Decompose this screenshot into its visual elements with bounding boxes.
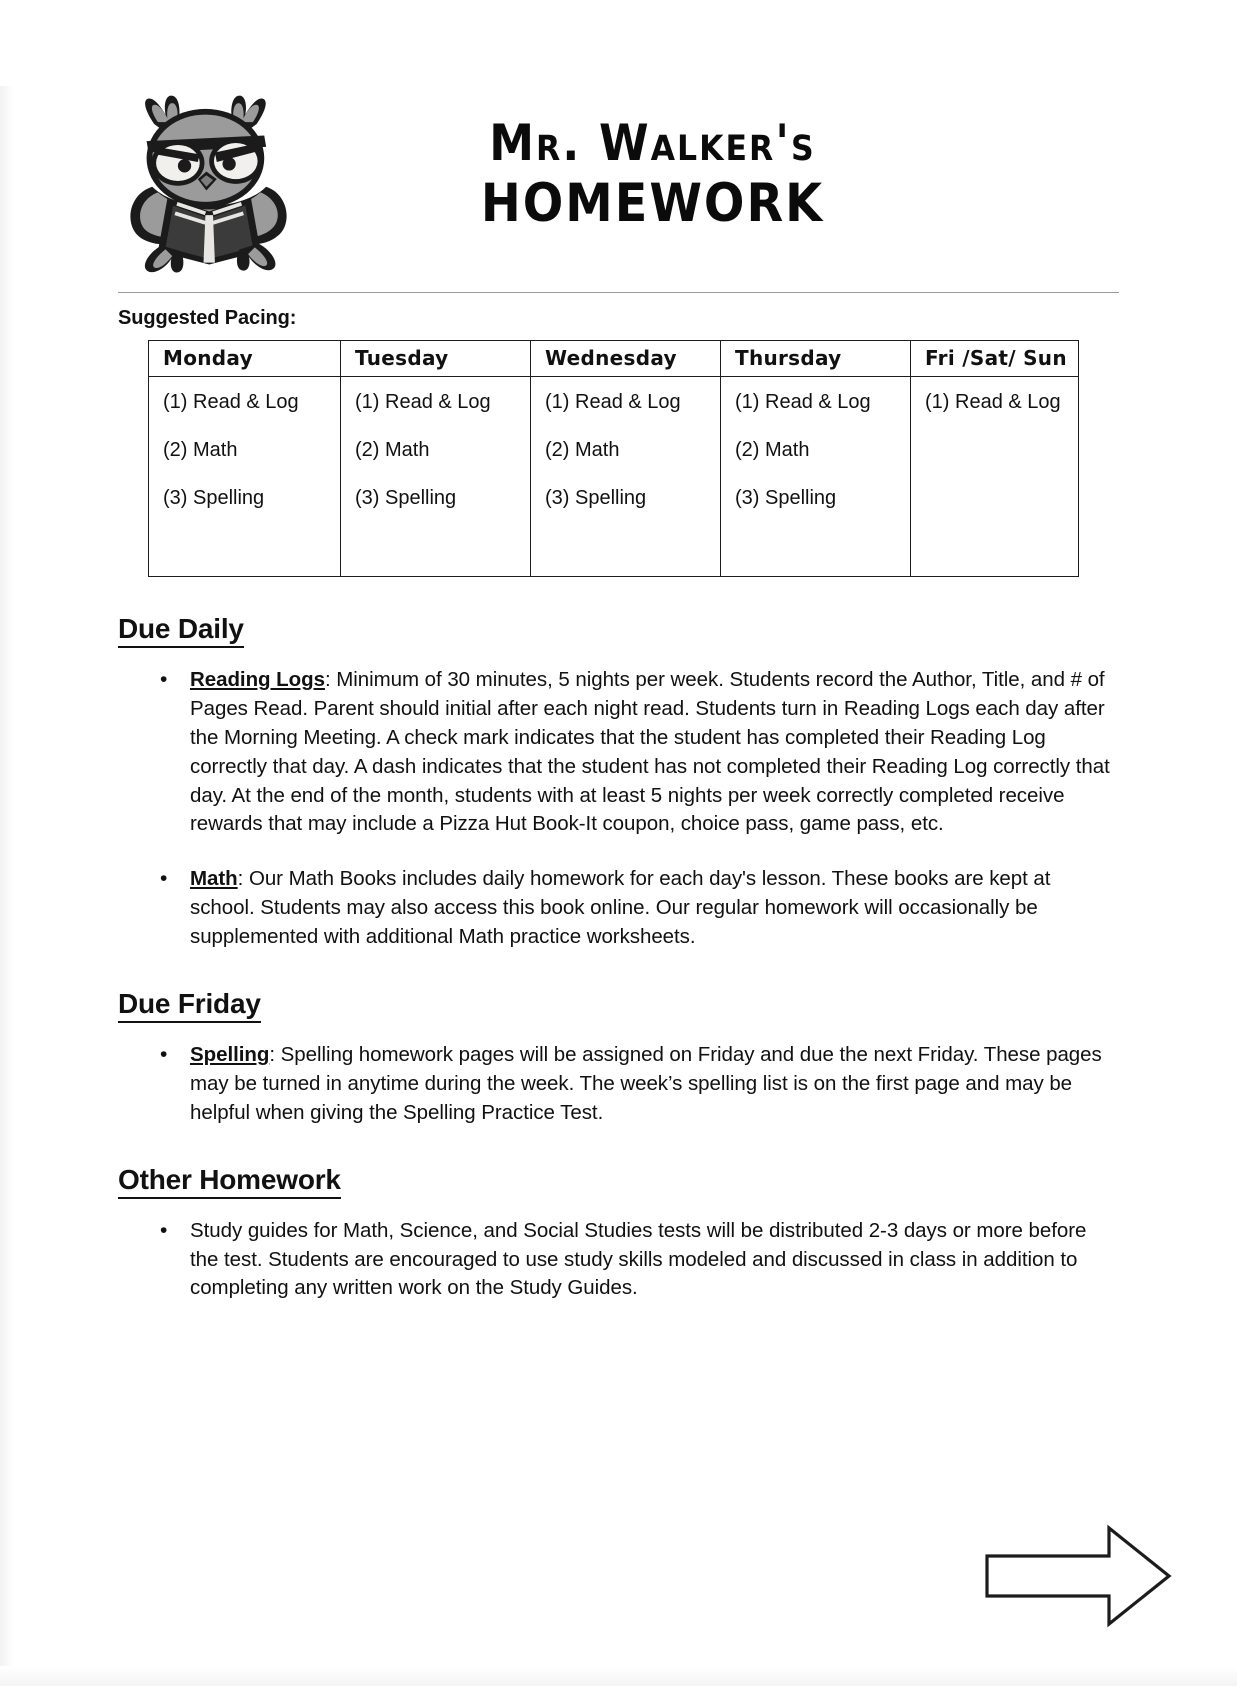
- cell-item: (1) Read & Log: [355, 391, 491, 413]
- section-due-friday: [118, 952, 1119, 1128]
- list-item: [118, 865, 1119, 952]
- list-item: [118, 1041, 1119, 1128]
- table-header-thursday: Thursday: [721, 341, 911, 377]
- section-other-homework: [118, 1128, 1119, 1304]
- due-friday-bullet-list: [118, 1041, 1119, 1128]
- cell-item: (2) Math: [545, 439, 620, 461]
- scan-edge-bottom: [0, 1666, 1237, 1686]
- list-item: [118, 666, 1119, 839]
- cell-item: (3) Spelling: [163, 487, 265, 509]
- document-page: [0, 86, 1237, 1686]
- cell-item: (1) Read & Log: [735, 391, 871, 413]
- bullet-lead-math: Math: [190, 867, 238, 891]
- reading-owl-icon: [118, 88, 308, 274]
- bullet-body: Minimum of 30 minutes, 5 nights per week. Students record the Author, Title, and # of Pages Read. Parent should initial after each night read. Students turn in Reading Logs each day after the Morning Meeting. A check mark indicates that the student has completed their Reading Log correctly that day. A dash indicates that the student has not completed their Reading Log correctly that day. At the end of the month, students with at least 5 nights per week correctly completed receive rewards that may include a Pizza Hut Book-It coupon, choice pass, game pass, etc.: [190, 668, 1110, 836]
- title-line-one: Mr. Walker's: [489, 114, 816, 172]
- title-line-two: HOMEWORK: [480, 173, 825, 234]
- bullet-separator: :: [269, 1043, 281, 1067]
- table-header-weekend: Fri /Sat/ Sun: [911, 341, 1079, 377]
- table-cell-tuesday: [341, 377, 531, 577]
- table-cell-wednesday: [531, 377, 721, 577]
- pacing-table-container: [148, 340, 1078, 577]
- section-heading-due-daily: Due Daily: [118, 613, 244, 648]
- section-heading-other-homework: Other Homework: [118, 1164, 341, 1199]
- cell-item: (2) Math: [355, 439, 430, 461]
- bullet-separator: :: [324, 668, 337, 691]
- cell-item: (2) Math: [735, 439, 810, 461]
- bullet-lead-reading-logs: Reading Logs: [190, 668, 325, 691]
- table-header-wednesday: Wednesday: [531, 341, 721, 377]
- cell-item: (2) Math: [163, 439, 238, 461]
- right-arrow-icon: [983, 1522, 1173, 1630]
- suggested-pacing-table: [148, 340, 1079, 577]
- section-heading-due-friday: Due Friday: [118, 988, 261, 1023]
- cell-item: (3) Spelling: [355, 487, 457, 509]
- section-due-daily: [118, 577, 1119, 952]
- suggested-pacing-label: Suggested Pacing:: [118, 307, 297, 329]
- cell-item: (3) Spelling: [545, 487, 647, 509]
- bullet-body: Spelling homework pages will be assigned on Friday and due the next Friday. These pages may be turned in anytime during the week. The week’s spelling list is on the first page and may be helpful when giving the Spelling Practice Test.: [190, 1043, 1102, 1124]
- table-row: [149, 377, 1079, 577]
- table-cell-weekend: [911, 377, 1079, 577]
- due-daily-bullet-list: [118, 666, 1119, 952]
- table-header-row: [149, 341, 1079, 377]
- document-header: [0, 86, 1237, 286]
- other-homework-bullet-list: [118, 1217, 1119, 1304]
- table-cell-thursday: [721, 377, 911, 577]
- cell-item: (1) Read & Log: [925, 391, 1061, 413]
- bullet-separator: :: [237, 867, 249, 891]
- list-item: [118, 1217, 1119, 1304]
- table-header-tuesday: Tuesday: [341, 341, 531, 377]
- header-divider: [118, 292, 1119, 293]
- bullet-body: Study guides for Math, Science, and Social Studies tests will be distributed 2-3 days or more before the test. Students are encouraged to use study skills modeled and discussed in class in addition to completing any written work on the Study Guides.: [190, 1218, 1087, 1300]
- cell-item: (3) Spelling: [735, 487, 837, 509]
- cell-item: (1) Read & Log: [163, 391, 299, 413]
- cell-item: (1) Read & Log: [545, 391, 681, 413]
- bullet-lead-spelling: Spelling: [190, 1043, 270, 1067]
- scan-edge-left: [0, 86, 14, 1686]
- table-header-monday: Monday: [149, 341, 341, 377]
- table-cell-monday: [149, 377, 341, 577]
- bullet-body: Our Math Books includes daily homework for each day's lesson. These books are kept at school. Students may also access this book online. Our regular homework will occasionally be supplemented with additional Math practice worksheets.: [190, 867, 1051, 949]
